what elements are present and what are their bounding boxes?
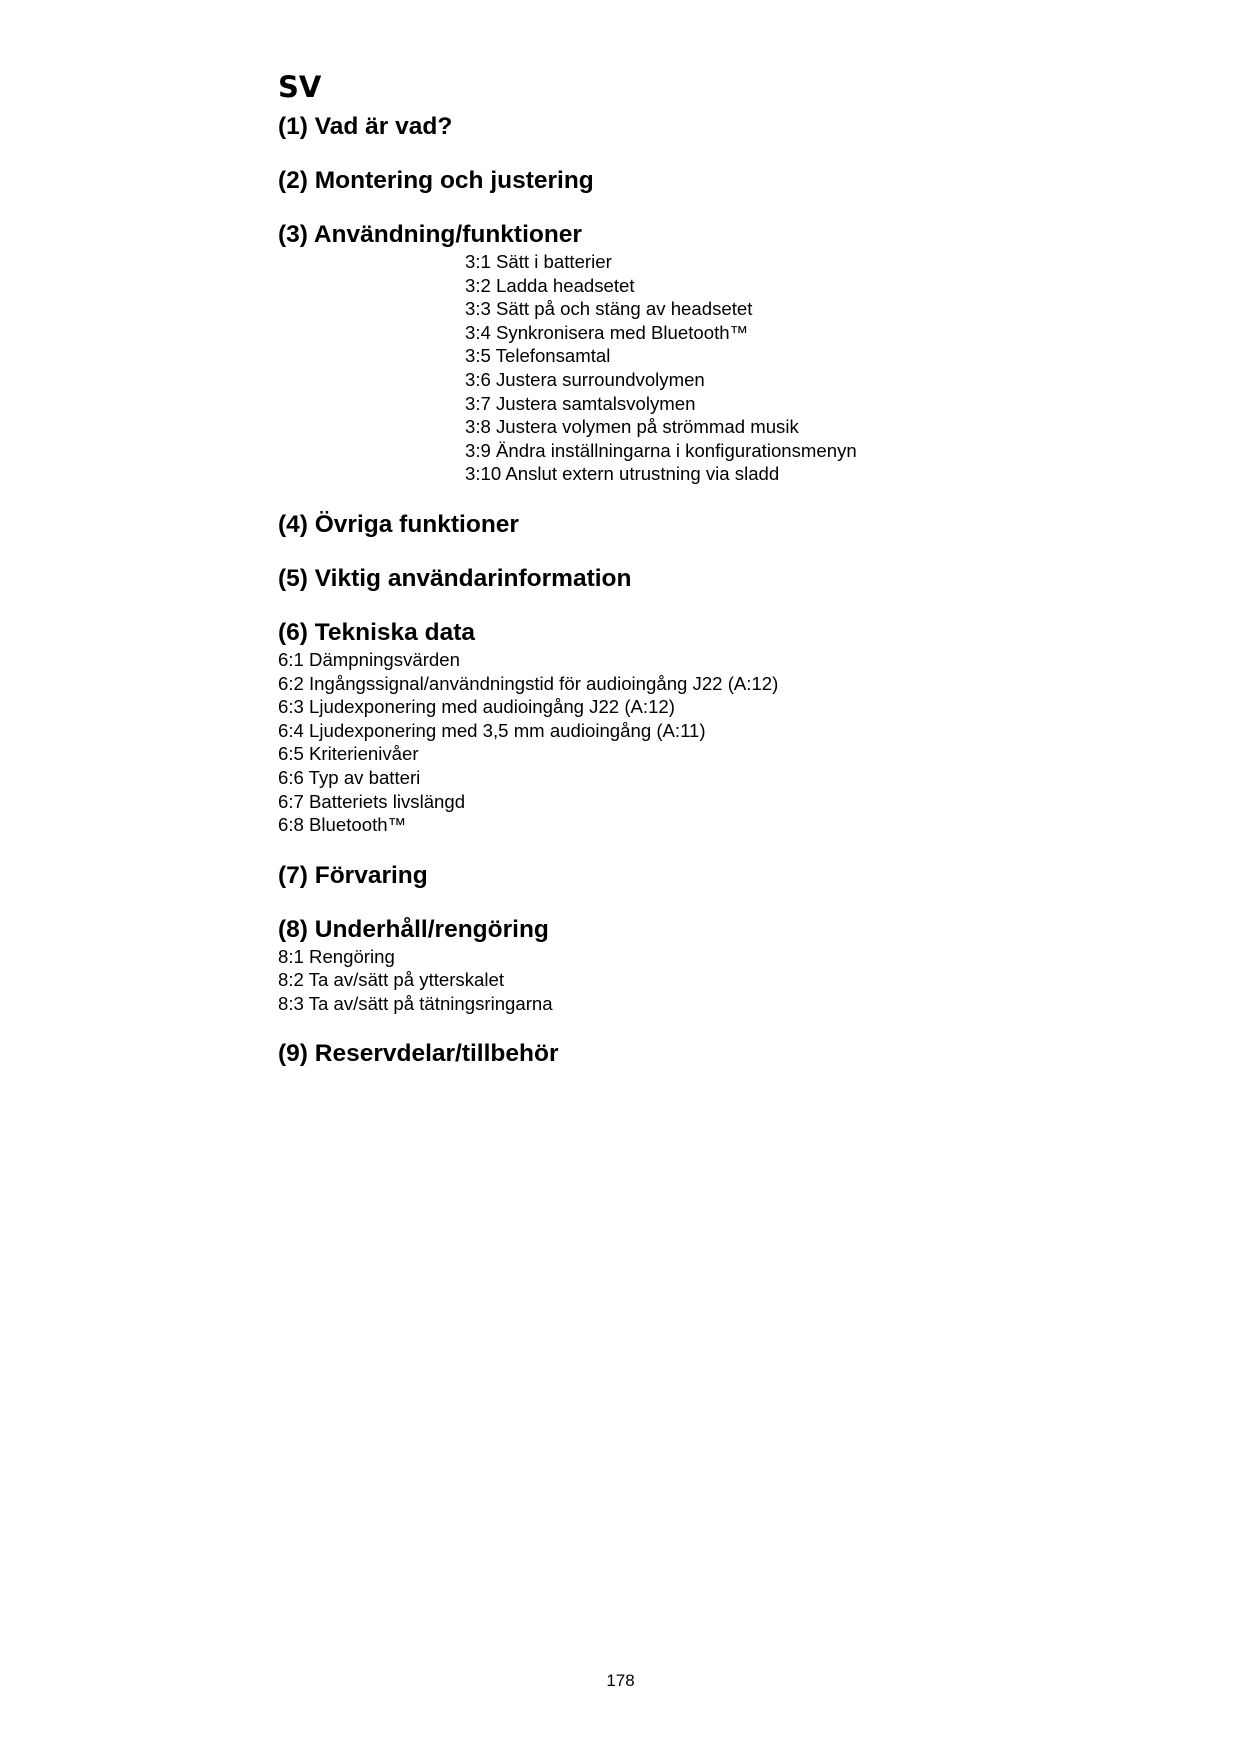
sub-item-list (278, 648, 1178, 837)
table-of-contents (278, 112, 1178, 1069)
toc-sub-item: 3:8 Justera volymen på strömmad musik (465, 416, 799, 438)
section-heading: (4) Övriga funktioner (278, 510, 519, 538)
toc-sub-item: 8:3 Ta av/sätt på tätningsringarna (278, 992, 553, 1014)
toc-section-7 (278, 861, 1178, 891)
section-heading: (1) Vad är vad? (278, 113, 453, 140)
section-heading: (7) Förvaring (278, 861, 428, 889)
toc-sub-item: 6:5 Kriterienivåer (278, 743, 419, 765)
toc-sub-item: 6:3 Ljudexponering med audioingång J22 (A:12) (278, 696, 675, 718)
toc-section-2 (278, 166, 1178, 196)
toc-sub-item: 3:2 Ladda headsetet (465, 274, 635, 296)
toc-sub-item: 3:4 Synkronisera med Bluetooth™ (465, 321, 749, 343)
toc-sub-item: 6:2 Ingångssignal/användningstid för audioingång J22 (A:12) (278, 672, 779, 694)
language-code: SV (278, 70, 322, 104)
toc-sub-item: 6:6 Typ av batteri (278, 766, 421, 788)
toc-sub-item: 6:7 Batteriets livslängd (278, 790, 466, 812)
section-heading: (2) Montering och justering (278, 167, 594, 194)
section-heading: (5) Viktig användarinformation (278, 564, 632, 592)
toc-sub-item: 3:10 Anslut extern utrustning via sladd (465, 463, 780, 485)
toc-sub-item: 3:7 Justera samtalsvolymen (465, 392, 696, 414)
toc-section-3 (278, 220, 1178, 486)
toc-sub-item: 6:1 Dämpningsvärden (278, 648, 460, 670)
toc-sub-item: 3:5 Telefonsamtal (465, 345, 611, 367)
toc-sub-item: 3:9 Ändra inställningarna i konfigurationsmenyn (465, 439, 857, 461)
section-heading: (9) Reservdelar/tillbehör (278, 1040, 559, 1068)
toc-section-8 (278, 915, 1178, 1016)
toc-sub-item: 8:1 Rengöring (278, 945, 395, 967)
toc-sub-item: 3:6 Justera surroundvolymen (465, 368, 705, 390)
sub-item-list (278, 250, 1178, 486)
section-heading: (3) Användning/funktioner (278, 221, 582, 248)
toc-section-6 (278, 618, 1178, 837)
toc-sub-item: 6:4 Ljudexponering med 3,5 mm audioingång (A:11) (278, 719, 706, 741)
toc-sub-item: 3:3 Sätt på och stäng av headsetet (465, 298, 753, 320)
sub-item-list (278, 945, 1178, 1016)
toc-section-9 (278, 1039, 1178, 1069)
page-number: 178 (606, 1671, 635, 1690)
toc-section-4 (278, 510, 1178, 540)
toc-section-5 (278, 564, 1178, 594)
toc-sub-item: 6:8 Bluetooth™ (278, 814, 407, 836)
section-heading: (6) Tekniska data (278, 618, 475, 646)
toc-section-1 (278, 112, 1178, 142)
toc-sub-item: 3:1 Sätt i batterier (465, 251, 612, 272)
toc-sub-item: 8:2 Ta av/sätt på ytterskalet (278, 969, 505, 991)
section-heading: (8) Underhåll/rengöring (278, 915, 549, 943)
